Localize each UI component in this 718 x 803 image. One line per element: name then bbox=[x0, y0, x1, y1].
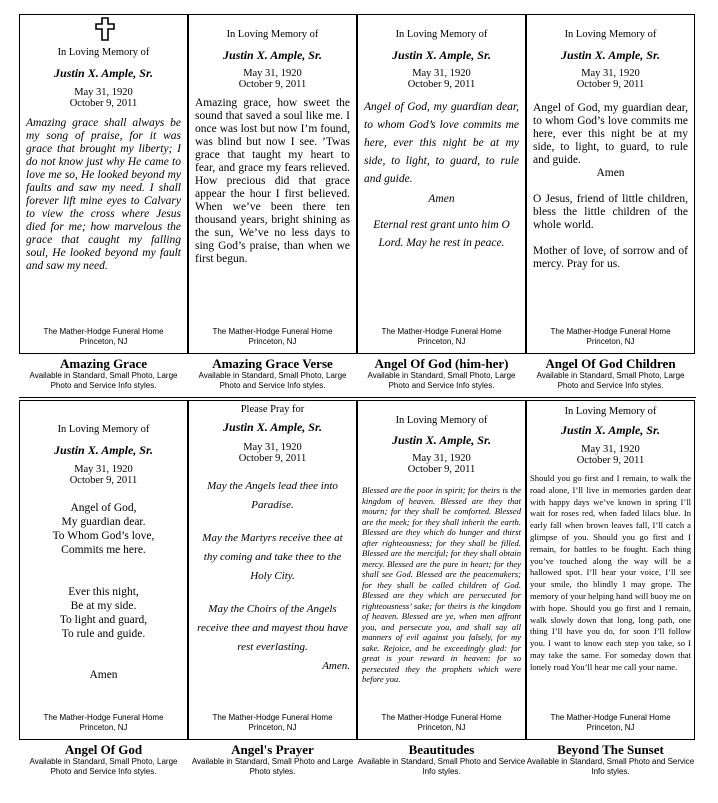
card-amazing-grace-verse[interactable] bbox=[188, 14, 357, 354]
verse-paragraph: Blessed are the poor in spirit; for theirs is the kingdom of heaven. Blessed are they that mourn; for they shall be comforted. Blessed are the meek; for they shall inherit the earth. Blessed are they which do hunger and thirst after righteousness; for they shall be filled. Blessed are the merciful; for they shall obtain mercy. Blessed are the pure in heart; for they shall see God. Blessed are the peacemakers; for they shall be called children of God. Blessed are they which are persecuted for righteousness’ sake; for theirs is the kingdom of heaven. Blessed are ye, when men affront you, and persecute you, and shall say all manners of evil against you falsely, for my sake. Rejoice, and be exceedingly glad: for great is your reward in heaven: for so persecuted they the prophets which were before you. bbox=[362, 485, 521, 684]
funeral-home-footer bbox=[358, 327, 525, 347]
verse-line: To rule and guide. bbox=[61, 628, 146, 640]
deceased-name: Justin X. Ample, Sr. bbox=[561, 423, 660, 437]
verse-paragraph: Amazing grace, how sweet the sound that saved a soul like me. I once was lost but now I’m found, was blind but now I see. ’Twas grace that taught my heart to fear, and grace my fears relieved. How precious did that grace appear the hour I first believed. When we’ve been there ten thousand years, bright shining as the sun, We’ve no less days to sing God’s praise, than when we first begun. bbox=[195, 97, 350, 265]
funeral-home-location: Princeton, NJ bbox=[79, 337, 128, 346]
caption-angels-prayer bbox=[188, 742, 357, 777]
caption-description: Available in Standard, Small Photo, Large Photo and Service Info styles. bbox=[536, 371, 685, 390]
caption-description: Available in Standard, Small Photo, Large Photo and Service Info styles. bbox=[198, 371, 347, 390]
birth-date: May 31, 1920 bbox=[581, 444, 640, 455]
verse-line: My guardian dear. bbox=[61, 516, 146, 528]
caption-angel-of-god bbox=[19, 742, 188, 777]
deceased-name: Justin X. Ample, Sr. bbox=[561, 48, 660, 62]
card-beautitudes[interactable] bbox=[357, 400, 526, 740]
memory-header: In Loving Memory of bbox=[57, 424, 150, 435]
funeral-home-name: The Mather-Hodge Funeral Home bbox=[381, 327, 502, 336]
deceased-name: Justin X. Ample, Sr. bbox=[223, 48, 322, 62]
verse-amen: Amen bbox=[428, 193, 455, 205]
caption-title: Amazing Grace bbox=[59, 356, 147, 371]
funeral-home-name: The Mather-Hodge Funeral Home bbox=[212, 713, 333, 722]
funeral-home-location: Princeton, NJ bbox=[586, 723, 635, 732]
card-angel-of-god-him-her[interactable] bbox=[357, 14, 526, 354]
caption-description: Available in Standard, Small Photo and Service Info styles. bbox=[357, 757, 526, 776]
deceased-name: Justin X. Ample, Sr. bbox=[392, 48, 491, 62]
deceased-name: Justin X. Ample, Sr. bbox=[54, 443, 153, 457]
funeral-home-footer bbox=[527, 327, 694, 347]
verse-paragraph: May the Angels lead thee into Paradise. bbox=[207, 480, 338, 511]
verse-text bbox=[527, 473, 694, 674]
funeral-home-name: The Mather-Hodge Funeral Home bbox=[550, 713, 671, 722]
caption-amazing-grace-verse bbox=[188, 356, 357, 391]
deceased-name: Justin X. Ample, Sr. bbox=[54, 66, 153, 80]
caption-title: Beautitudes bbox=[408, 742, 475, 757]
death-date: October 9, 2011 bbox=[407, 79, 476, 90]
funeral-home-location: Princeton, NJ bbox=[79, 723, 128, 732]
verse-paragraph: Angel of God, my guardian dear, to whom God’s love commits me here, ever this night be at my side, to light, to guard, to rule and guide. bbox=[364, 101, 519, 185]
funeral-home-footer bbox=[20, 327, 187, 347]
memory-header: In Loving Memory of bbox=[395, 415, 488, 426]
caption-description: Available in Standard, Small Photo, Large Photo and Service Info styles. bbox=[367, 371, 516, 390]
birth-date: May 31, 1920 bbox=[74, 464, 133, 475]
birth-date: May 31, 1920 bbox=[74, 87, 133, 98]
death-date: October 9, 2011 bbox=[576, 79, 645, 90]
verse-amen: Amen bbox=[89, 669, 118, 681]
verse-amen: Amen bbox=[596, 167, 625, 179]
caption-description: Available in Standard, Small Photo, Large Photo and Service Info styles. bbox=[29, 757, 178, 776]
deceased-name: Justin X. Ample, Sr. bbox=[392, 433, 491, 447]
funeral-home-location: Princeton, NJ bbox=[248, 337, 297, 346]
caption-title: Angel Of God (him-her) bbox=[374, 356, 509, 371]
memory-header: In Loving Memory of bbox=[57, 47, 150, 58]
caption-angel-of-god-him-her bbox=[357, 356, 526, 391]
verse-line: Angel of God, bbox=[70, 502, 137, 514]
verse-line: Be at my side. bbox=[70, 600, 137, 612]
verse-text bbox=[20, 117, 187, 273]
funeral-home-name: The Mather-Hodge Funeral Home bbox=[550, 327, 671, 336]
funeral-home-location: Princeton, NJ bbox=[417, 337, 466, 346]
verse-paragraph: O Jesus, friend of little children, bless the little children of the whole world. bbox=[533, 193, 688, 231]
verse-line: To light and guard, bbox=[59, 614, 148, 626]
caption-description: Available in Standard, Small Photo and Service Info styles. bbox=[526, 757, 695, 776]
card-beyond-the-sunset[interactable] bbox=[526, 400, 695, 740]
cross-icon bbox=[95, 17, 115, 41]
verse-text bbox=[189, 97, 356, 266]
caption-description: Available in Standard, Small Photo and Large Photo styles. bbox=[191, 757, 354, 776]
verse-text bbox=[358, 485, 525, 685]
caption-angel-of-god-children bbox=[526, 356, 695, 391]
funeral-home-location: Princeton, NJ bbox=[417, 723, 466, 732]
verse-paragraph: May the Martyrs receive thee at thy coming and take thee to the Holy City. bbox=[202, 532, 343, 582]
verse-amen: Amen. bbox=[322, 660, 350, 672]
caption-amazing-grace bbox=[19, 356, 188, 391]
card-angel-of-god[interactable] bbox=[19, 400, 188, 740]
birth-date: May 31, 1920 bbox=[412, 453, 471, 464]
card-angels-prayer[interactable] bbox=[188, 400, 357, 740]
funeral-home-name: The Mather-Hodge Funeral Home bbox=[43, 327, 164, 336]
caption-beautitudes bbox=[357, 742, 526, 777]
verse-line: To Whom God’s love, bbox=[52, 530, 155, 542]
funeral-home-footer bbox=[527, 713, 694, 733]
deceased-name: Justin X. Ample, Sr. bbox=[223, 420, 322, 434]
death-date: October 9, 2011 bbox=[69, 98, 138, 109]
birth-date: May 31, 1920 bbox=[243, 68, 302, 79]
verse-paragraph: Mother of love, of sorrow and of mercy. Pray for us. bbox=[533, 245, 688, 270]
funeral-home-location: Princeton, NJ bbox=[248, 723, 297, 732]
memory-header: In Loving Memory of bbox=[395, 29, 488, 40]
memory-header: In Loving Memory of bbox=[226, 29, 319, 40]
death-date: October 9, 2011 bbox=[69, 475, 138, 486]
verse-paragraph: Should you go first and I remain, to walk the road alone, I’ll live in memories garden dear with happy days we’ve known in spring I’ll wait for roses red, when faded lilacs blue. In early fall when brown leaves fall, I’ll catch a glimpse of you. Should you go first and I remain, for battles to be fought. Each thing you’ve touched along the way will be a hallowed spot. I’ll hear your voice, I’ll see your smile, tho blindly I may grope. The memory of your helping hand will buoy me on with hope. Should you go first and I remain, walk slowly down that long, long path, one thing I’ll have you do, for soon I’ll follow you. I want to know each step you take, so I may take the same. For someday down that lonely road You’ll hear me call your name. bbox=[530, 473, 691, 672]
card-angel-of-god-children[interactable] bbox=[526, 14, 695, 354]
funeral-home-footer bbox=[20, 713, 187, 733]
caption-title: Amazing Grace Verse bbox=[212, 356, 333, 371]
death-date: October 9, 2011 bbox=[576, 455, 645, 466]
funeral-home-footer bbox=[189, 327, 356, 347]
birth-date: May 31, 1920 bbox=[243, 442, 302, 453]
caption-title: Beyond The Sunset bbox=[557, 742, 664, 757]
verse-paragraph: Eternal rest grant unto him O Lord. May he rest in peace. bbox=[373, 219, 510, 249]
funeral-home-name: The Mather-Hodge Funeral Home bbox=[212, 327, 333, 336]
verse-line: Ever this night, bbox=[68, 586, 139, 598]
caption-title: Angel Of God Children bbox=[545, 356, 676, 371]
verse-text bbox=[527, 102, 694, 271]
birth-date: May 31, 1920 bbox=[412, 68, 471, 79]
verse-line: Commits me here. bbox=[61, 544, 146, 556]
death-date: October 9, 2011 bbox=[407, 464, 476, 475]
row-divider bbox=[19, 397, 696, 398]
verse-text bbox=[189, 477, 356, 676]
verse-paragraph: Angel of God, my guardian dear, to whom God’s love commits me here, ever this night be at my side, to light, to guard, to rule and guide. bbox=[533, 102, 688, 166]
verse-paragraph: May the Choirs of the Angels receive thee and mayest thou have rest everlasting. bbox=[197, 603, 348, 653]
funeral-home-name: The Mather-Hodge Funeral Home bbox=[43, 713, 164, 722]
verse-text bbox=[358, 98, 525, 252]
funeral-home-name: The Mather-Hodge Funeral Home bbox=[381, 713, 502, 722]
caption-title: Angel's Prayer bbox=[231, 742, 314, 757]
funeral-home-location: Princeton, NJ bbox=[586, 337, 635, 346]
birth-date: May 31, 1920 bbox=[581, 68, 640, 79]
memory-header: In Loving Memory of bbox=[564, 29, 657, 40]
caption-beyond-the-sunset bbox=[526, 742, 695, 777]
funeral-home-footer bbox=[189, 713, 356, 733]
card-amazing-grace[interactable] bbox=[19, 14, 188, 354]
memory-header: In Loving Memory of bbox=[564, 406, 657, 417]
verse-paragraph: Amazing grace shall always be my song of praise, for it was grace that brought my liberty; I do not know just why He came to love me so, He looked beyond my faults and saw my need. I shall forever lift mine eyes to Calvary to view the cross where Jesus died for me; how marvelous the grace that caught my falling soul, He looked beyond my fault and saw my need. bbox=[26, 117, 181, 272]
death-date: October 9, 2011 bbox=[238, 79, 307, 90]
verse-text bbox=[20, 501, 187, 682]
caption-description: Available in Standard, Small Photo, Large Photo and Service Info styles. bbox=[29, 371, 178, 390]
death-date: October 9, 2011 bbox=[238, 453, 307, 464]
funeral-home-footer bbox=[358, 713, 525, 733]
memory-header: Please Pray for bbox=[240, 404, 305, 415]
caption-title: Angel Of God bbox=[64, 742, 143, 757]
